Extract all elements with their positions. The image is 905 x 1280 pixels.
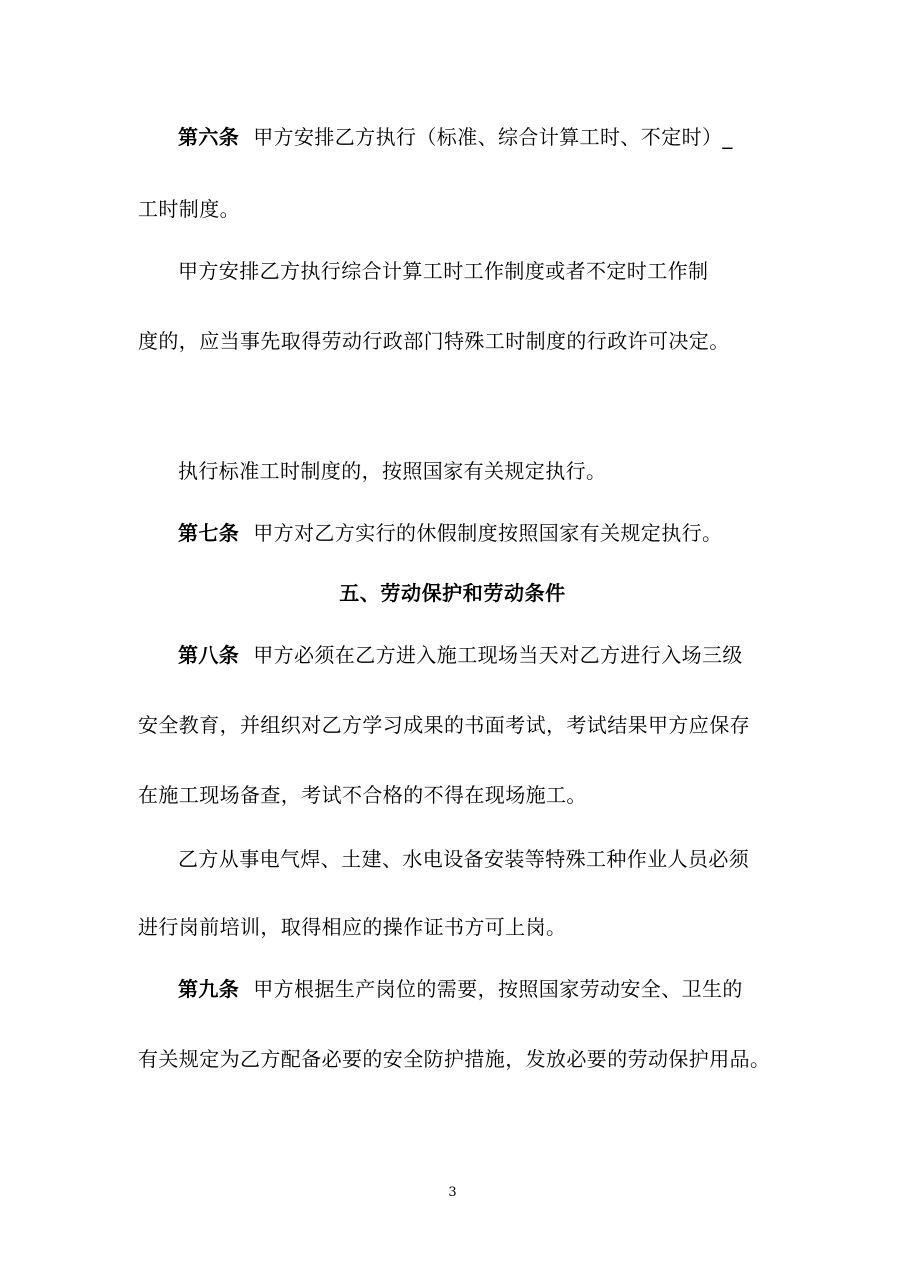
para-comprehensive-line-1: 甲方安排乙方执行综合计算工时工作制度或者不定时工作制	[178, 259, 709, 283]
article-8-line-3: 在施工现场备查，考试不合格的不得在现场施工。	[138, 783, 587, 807]
article-8-line-1	[178, 643, 743, 667]
page-number: 3	[448, 1185, 457, 1200]
article-8-label: 第八条	[178, 643, 240, 667]
article-6-text-1: 甲方安排乙方执行（标准、综合计算工时、不定时）_	[253, 125, 733, 149]
para-special-workers-line-1: 乙方从事电气焊、土建、水电设备安装等特殊工种作业人员必须	[178, 847, 750, 871]
section-5-heading: 五、劳动保护和劳动条件	[339, 581, 566, 605]
article-9-label: 第九条	[178, 977, 240, 1001]
para-comprehensive-line-2: 度的，应当事先取得劳动行政部门特殊工时制度的行政许可决定。	[138, 329, 730, 353]
article-8-line-2: 安全教育，并组织对乙方学习成果的书面考试，考试结果甲方应保存	[138, 713, 750, 737]
para-standard-hours: 执行标准工时制度的，按照国家有关规定执行。	[178, 459, 607, 483]
article-7-text: 甲方对乙方实行的休假制度按照国家有关规定执行。	[253, 521, 723, 545]
article-9-line-1	[178, 977, 743, 1001]
para-special-workers-line-2: 进行岗前培训，取得相应的操作证书方可上岗。	[138, 915, 567, 939]
article-6-label: 第六条	[178, 125, 240, 149]
article-8-text-1: 甲方必须在乙方进入施工现场当天对乙方进行入场三级	[253, 643, 743, 667]
article-7-label: 第七条	[178, 521, 240, 545]
article-9-line-2: 有关规定为乙方配备必要的安全防护措施，发放必要的劳动保护用品。	[138, 1047, 771, 1071]
article-6-line-1	[178, 125, 733, 149]
article-6-line-2: 工时制度。	[138, 197, 240, 221]
article-9-text-1: 甲方根据生产岗位的需要，按照国家劳动安全、卫生的	[253, 977, 743, 1001]
article-7-line	[178, 521, 722, 545]
